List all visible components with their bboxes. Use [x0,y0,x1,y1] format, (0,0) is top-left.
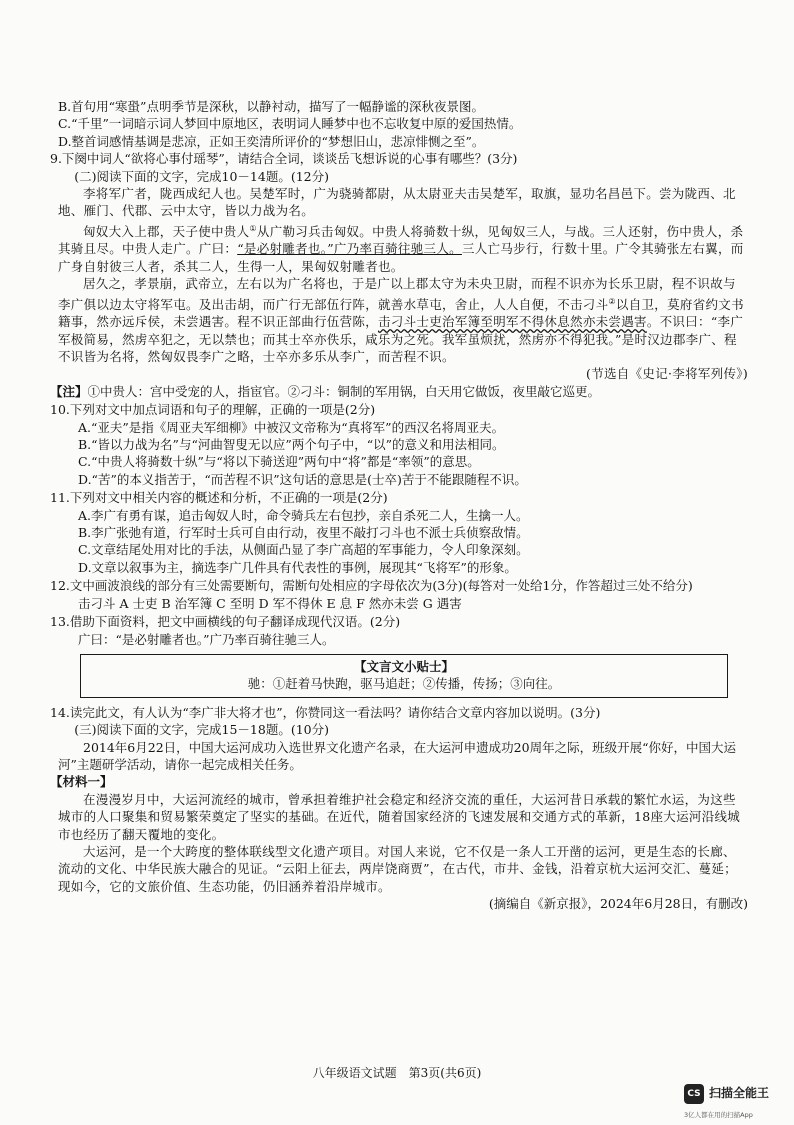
q10-option-b: B.“皆以力战为名”与“河曲智叟无以应”两个句子中，“以”的意义和用法相同。 [78,437,505,453]
q11-option-c: C.文章结尾处用对比的手法，从侧面凸显了李广高超的军事能力，令人印象深刻。 [78,542,529,558]
wavy-underlined-text: 击刁斗士吏治军簿至明军不得休息然亦未尝遇害 [378,314,647,330]
question-9: 9.下阕中词人“欲将心事付瑶琴”，请结合全词，谈谈岳飞想诉说的心事有哪些？(3分) [50,151,518,167]
material-1 [58,791,748,895]
material-1-source: (摘编自《新京报》，2024年6月28日，有删改) [488,896,748,912]
material-1-para-2: 大运河，是一个大跨度的整体联线型文化遗产项目。对国人来说，它不仅是一条人工开凿的运河，更是生态的长廊、流动的文化、中华民族大融合的见证。“云阳上征去，两岸饶商贾”，在古代，市井、金钱，沿着京杭大运河交汇、蔓延；现如今，它的文旅价值、生态功能，仍旧涵养着沿岸城市。 [58,843,737,894]
passage-para-3: 居久之，孝景崩，武帝立，左右以为广名将也，于是广以上郡太守为未央卫尉，而程不识亦为长乐卫尉，程不识故与李广俱以边太守将军屯。及出击胡，而广行无部伍行阵，就善水草屯，舍止，人人自便，不击刁斗②以自卫，莫府省约文书籍事，然亦远斥侯，未尝遇害。程不识正部曲行伍营陈，击刁斗士吏治军簿至明军不得休息然亦未尝遇害。不识曰：“李广军极简易，然虏卒犯之，无以禁也；而其士卒亦佚乐，咸乐为之死。我军虽烦扰，然虏亦不得犯我。”是时汉边郡李广、程不识皆为名将，然匈奴畏李广之略，士卒亦多乐从李广，而苦程不识。 [58,276,744,364]
page-footer: 八年级语文试题 第3页(共6页) [312,1066,482,1080]
question-11: 11.下列对文中相关内容的概述和分析，不正确的一项是(2分) [50,490,388,506]
section-3-heading: (三)阅读下面的文字，完成15－18题。(10分) [74,722,329,738]
tip-box [80,654,728,698]
notes: 【注】①中贵人：宫中受宠的人，指宦官。②刁斗：铜制的军用锅，白天用它做饭，夜里敲它巡更。 [50,383,601,399]
q13-quote: 广曰：“是必射雕者也。”广乃率百骑往驰三人。 [78,631,335,647]
option-b: B.首句用“寒蛩”点明季节是深秋，以静衬动，描写了一幅静谧的深秋夜景图。 [58,99,484,114]
q11-option-d: D.文章以叙事为主，摘选李广几件具有代表性的事例，展现其“飞将军”的形象。 [78,559,517,575]
question-10: 10.下列对文中加点词语和句子的理解，正确的一项是(2分) [50,402,376,418]
q10-option-d: D.“苦”的本义指苦于，“而苦程不识”这句话的意思是(士卒)苦于不能跟随程不识。 [78,471,527,487]
question-13: 13.借助下面资料，把文中画横线的句子翻译成现代汉语。(2分) [50,614,401,630]
scanner-watermark [684,1084,794,1120]
passage-source: (节选自《史记·李将军列传》) [586,366,748,382]
passage-para-1: 李将军广者，陇西成纪人也。吴楚军时，广为骁骑都尉，从太尉亚夫击吴楚军，取旗，显功名昌邑下。尝为陇西、北地、雁门、代郡、云中太守，皆以力战为名。 [58,186,736,219]
option-d: D.整首词感情基调是悲凉，正如王奕清所评价的“梦想旧山，悲凉悱恻之至”。 [58,133,485,149]
material-1-label: 【材料一】 [50,774,113,790]
option-c: C.“千里”一词暗示词人梦回中原地区，表明词人睡梦中也不忘收复中原的爱国热情。 [58,116,522,132]
classical-passage [58,185,748,383]
q12-segments: 击刁斗 A 士吏 B 治军簿 C 至明 D 军不得休 E 息 F 然亦未尝 G 遇害 [78,595,462,611]
footnote-mark-2: ② [608,296,616,306]
q11-option-b: B.李广张弛有道，行军时士兵可自由行动，夜里不敲打刁斗也不派士兵侦察敌情。 [78,525,529,541]
camscanner-icon: CS [684,1084,704,1104]
question-12: 12.文中画波浪线的部分有三处需要断句，需断句处相应的字母依次为(3分)(每答对一处给1分，作答超过三处不给分) [50,578,693,594]
material-1-para-1: 在漫漫岁月中，大运河流经的城市，曾承担着维护社会稳定和经济交流的重任，大运河昔日承载的繁忙水运，为这些城市的人口聚集和贸易繁荣奠定了坚实的基础。在近代，随着国家经济的飞速发展和交通方式的革新，18座大运河沿线城市也经历了翻天覆地的变化。 [58,791,741,842]
section-2-heading: (二)阅读下面的文字，完成10－14题。(12分) [74,168,329,184]
passage-para-2: 匈奴大入上郡，天子使中贵人①从广勒习兵击匈奴。中贵人将骑数十纵，见匈奴三人，与战。三人还射，伤中贵人，杀其骑且尽。中贵人走广。广曰：“是必射雕者也。”广乃率百骑往驰三人。三人亡马步行，行数十里。广令其骑张左右翼，而广身自射彼三人者，杀其二人，生得一人，果匈奴射雕者也。 [58,223,744,274]
exam-page [50,98,748,913]
scanner-tagline: 3亿人都在用的扫描App [684,1111,753,1119]
question-14: 14.读完此文，有人认为“李广非大将才也”，你赞同这一看法吗？请你结合文章内容加以说明。(3分) [50,704,601,720]
section-3-intro: 2014年6月22日，中国大运河成功入选世界文化遗产名录，在大运河申遗成功20周年之际，班级开展“你好，中国大运河”主题研学活动，请你一起完成相关任务。 [58,739,736,772]
scanner-name: 扫描全能王 [709,1086,770,1100]
q10-option-c: C.“中贵人将骑数十纵”与“将以下骑送迎”两句中“将”都是“率领”的意思。 [78,454,480,470]
underlined-sentence: “是必射雕者也。”广乃率百骑往驰三人。 [237,241,462,257]
q10-option-a: A.“亚夫”是指《周亚夫军细柳》中被汉文帝称为“真将军”的西汉名将周亚夫。 [78,419,505,435]
tip-text: 驰：①赶着马快跑，驱马追赶；②传播，传扬；③向往。 [247,676,561,692]
footnote-mark-1: ① [249,223,257,233]
tip-title: 【文言文小贴士】 [353,658,454,674]
q11-option-a: A.李广有勇有谋，追击匈奴人时，命令骑兵左右包抄，亲自杀死二人，生擒一人。 [78,507,529,523]
